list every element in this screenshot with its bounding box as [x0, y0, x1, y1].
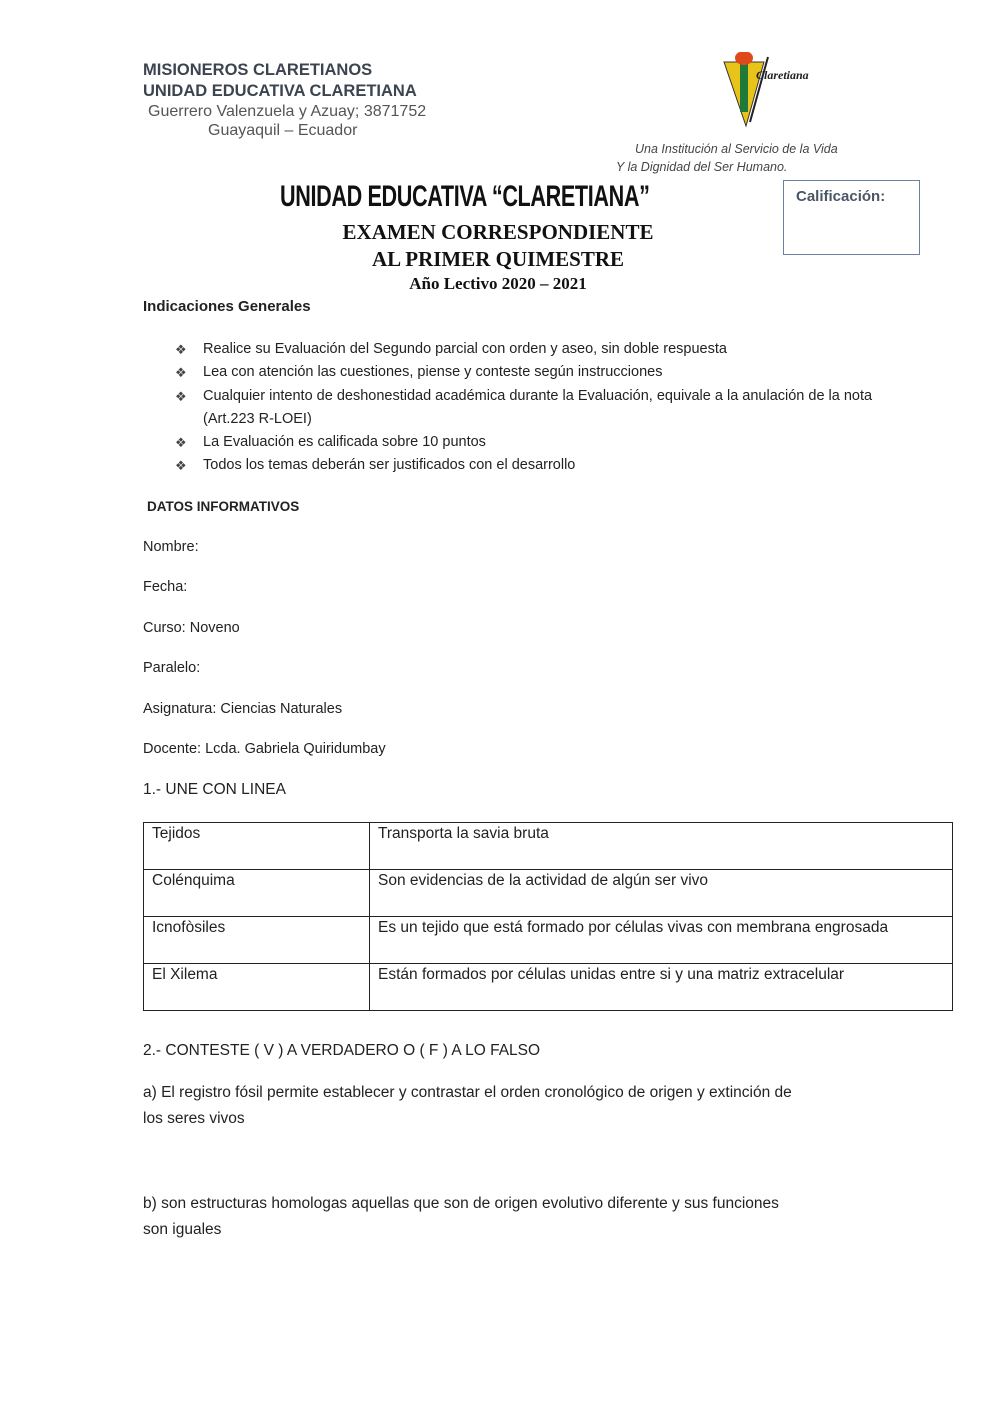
field-asignatura: Asignatura: Ciencias Naturales — [143, 701, 343, 717]
exam-subtitle-2: AL PRIMER QUIMESTRE — [371, 247, 625, 271]
table-row — [144, 870, 953, 917]
matching-table — [143, 822, 953, 1011]
indication-item: ❖ Realice su Evaluación del Segundo parcial con orden y aseo, sin doble respuesta — [175, 338, 875, 361]
term-cell[interactable]: Icnofòsiles — [144, 917, 370, 964]
indication-item: ❖ Lea con atención las cuestiones, piense y conteste según instrucciones — [175, 361, 875, 384]
field-curso: Curso: Noveno — [143, 620, 240, 636]
diamond-bullet-icon: ❖ — [175, 435, 187, 451]
q1-heading: 1.- UNE CON LINEA — [143, 781, 286, 798]
datos-heading: DATOS INFORMATIVOS — [147, 499, 300, 514]
q2-heading: 2.- CONTESTE ( V ) A VERDADERO O ( F ) A LO FALSO — [143, 1042, 541, 1059]
indications-heading: Indicaciones Generales — [143, 298, 311, 315]
term-cell[interactable]: El Xilema — [144, 964, 370, 1011]
svg-text:Claretiana: Claretiana — [756, 68, 809, 82]
diamond-bullet-icon: ❖ — [175, 365, 187, 381]
field-docente: Docente: Lcda. Gabriela Quiridumbay — [143, 741, 386, 757]
q2-statement-a-line2: los seres vivos — [143, 1110, 245, 1127]
definition-cell[interactable]: Transporta la savia bruta — [370, 823, 953, 870]
definition-cell[interactable]: Es un tejido que está formado por células vivas con membrana engrosada — [370, 917, 953, 964]
q2-statement-b-line2: son iguales — [143, 1221, 222, 1238]
header-address: Guerrero Valenzuela y Azuay; 3871752 — [148, 103, 427, 120]
grade-label: Calificación: — [796, 188, 886, 205]
field-nombre[interactable]: Nombre: — [143, 539, 199, 555]
diamond-bullet-icon: ❖ — [175, 342, 187, 357]
header-line2: UNIDAD EDUCATIVA CLARETIANA — [143, 82, 417, 100]
definition-cell[interactable]: Son evidencias de la actividad de algún ser vivo — [370, 870, 953, 917]
school-year: Año Lectivo 2020 – 2021 — [409, 274, 587, 293]
q2-statement-a-line1: a) El registro fósil permite establecer y contrastar el orden cronológico de origen y extinción de — [143, 1084, 792, 1101]
motto-line1: Una Institución al Servicio de la Vida — [635, 142, 838, 156]
term-cell[interactable]: Tejidos — [144, 823, 370, 870]
header-city: Guayaquil – Ecuador — [208, 122, 358, 139]
document-title: UNIDAD EDUCATIVA “CLARETIANA” — [280, 180, 650, 213]
exam-subtitle-1: EXAMEN CORRESPONDIENTE — [342, 220, 654, 244]
grade-box[interactable] — [783, 180, 920, 255]
indications-list — [175, 338, 875, 478]
indication-item: ❖ La Evaluación es calificada sobre 10 puntos — [175, 431, 875, 454]
table-row — [144, 964, 953, 1011]
header-line1: MISIONEROS CLARETIANOS — [143, 61, 373, 79]
diamond-bullet-icon: ❖ — [175, 458, 187, 474]
diamond-bullet-icon: ❖ — [175, 388, 187, 404]
q2-statement-b-line1: b) son estructuras homologas aquellas que son de origen evolutivo diferente y sus funciones — [143, 1195, 779, 1212]
field-paralelo[interactable]: Paralelo: — [143, 660, 201, 676]
table-row — [144, 823, 953, 870]
definition-cell[interactable]: Están formados por células unidas entre si y una matriz extracelular — [370, 964, 953, 1011]
term-cell[interactable]: Colénquima — [144, 870, 370, 917]
motto-line2: Y la Dignidad del Ser Humano. — [616, 160, 788, 174]
school-logo — [722, 52, 832, 130]
field-fecha[interactable]: Fecha: — [143, 579, 188, 595]
indication-item: ❖ Cualquier intento de deshonestidad académica durante la Evaluación, equivale a la anulación de la nota (Art.223 R-LOEI) — [175, 385, 875, 432]
table-row — [144, 917, 953, 964]
indication-item: ❖ Todos los temas deberán ser justificados con el desarrollo — [175, 454, 875, 477]
